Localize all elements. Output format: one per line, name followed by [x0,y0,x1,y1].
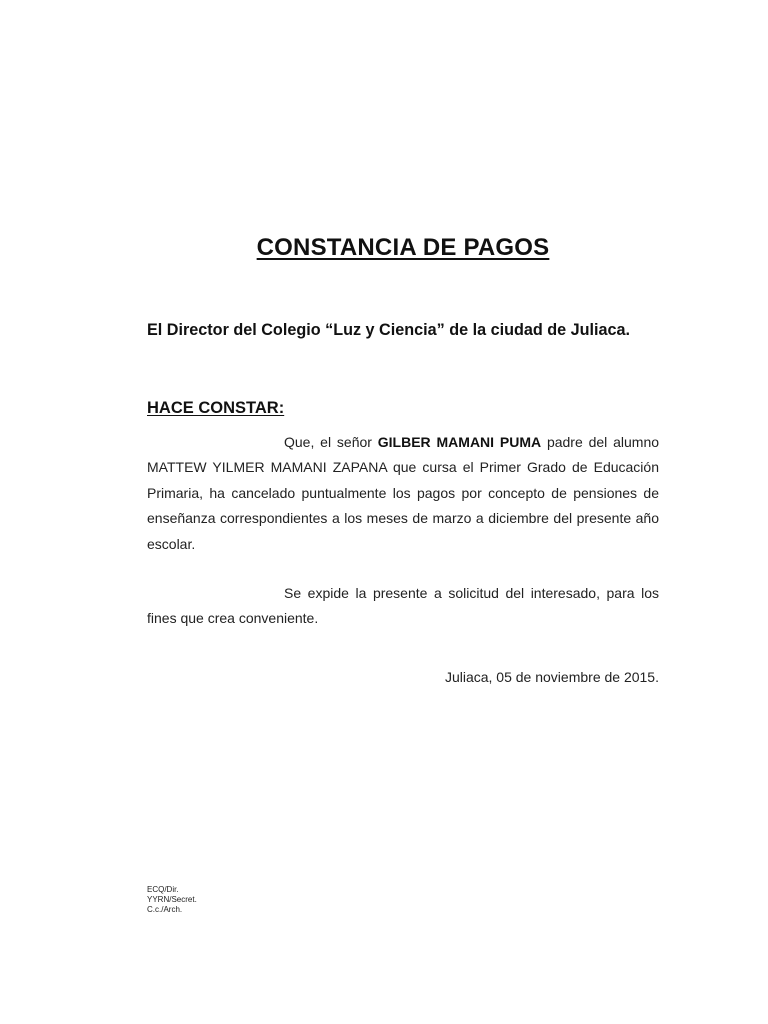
reference-line: ECQ/Dir. [147,885,179,894]
intro-statement: El Director del Colegio “Luz y Ciencia” de la ciudad de Juliaca. [147,321,631,339]
parent-name: GILBER MAMANI PUMA [377,434,542,450]
reference-line: YYRN/Secret. [147,895,197,904]
section-heading: HACE CONSTAR: [147,399,285,417]
date-line: Juliaca, 05 de noviembre de 2015. [444,669,659,685]
paragraph-1-lead: Que, el señor [284,434,378,450]
paragraph-1-rest: padre del alumno MATTEW YILMER MAMANI ZAPANA que cursa el Primer Grado de Educación Primaria, ha cancelado puntualmente los pagos por concepto de pensiones de enseñanza correspondientes a los meses de marzo a diciembre del presente año escolar. [147,434,660,552]
body-paragraph-2 [147,581,659,632]
paragraph-2-text: Se expide la presente a solicitud del interesado, para los fines que crea conveniente. [147,585,659,627]
body-paragraph-1 [147,430,659,557]
reference-line: C.c./Arch. [147,905,183,914]
reference-initials [147,885,197,915]
document-title: CONSTANCIA DE PAGOS [256,234,550,261]
